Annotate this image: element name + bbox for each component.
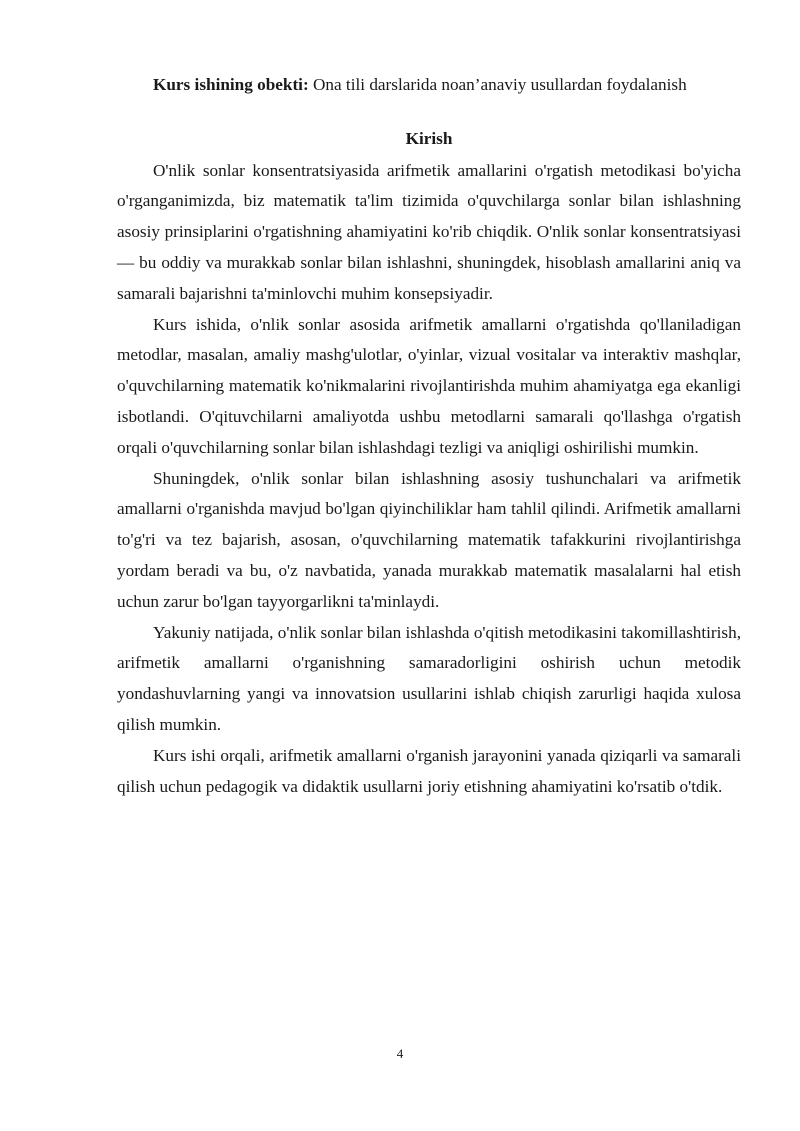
section-heading: Kirish <box>405 128 453 148</box>
course-object-line <box>117 70 741 101</box>
paragraph: O'nlik sonlar konsentratsiyasida arifmetik amallarini o'rgatish metodikasi bo'yicha o'rganganimizda, biz matematik ta'lim tizimida o'quvchilarga sonlar bilan ishlashning asosiy prinsiplarini o'rgatishning ahamiyatini ko'rib chiqdik. O'nlik sonlar konsentratsiyasi — bu oddiy va murakkab sonlar bilan ishlashni, shuningdek, hisoblash amallarini aniq va samarali bajarishni ta'minlovchi muhim konsepsiyadir. <box>117 160 741 303</box>
paragraph: Shuningdek, o'nlik sonlar bilan ishlashning asosiy tushunchalari va arifmetik amallarni o'rganishda mavjud bo'lgan qiyinchiliklar ham tahlil qilindi. Arifmetik amallarni to'g'ri va tez bajarish, asosan, o'quvchilarning matematik tafakkurini rivojlantirishga yordam beradi va bu, o'z navbatida, yanada murakkab matematik masalalarni hal etish uchun zarur bo'lgan tayyorgarlikni ta'minlaydi. <box>117 468 741 611</box>
course-object-label: Kurs ishining obekti: <box>153 75 309 94</box>
paragraph: Kurs ishida, o'nlik sonlar asosida arifmetik amallarni o'rgatishda qo'llaniladigan metodlar, masalan, amaliy mashg'ulotlar, o'yinlar, vizual vositalar va interaktiv mashqlar, o'quvchilarning matematik ko'nikmalarini rivojlantirishda muhim ahamiyatga ega ekanligi isbotlandi. O'qituvchilarni amaliyotda ushbu metodlarni samarali qo'llashga o'rgatish orqali o'quvchilarning sonlar bilan ishlashdagi tezligi va aniqligi oshirilishi mumkin. <box>117 314 741 457</box>
page-number: 4 <box>396 1046 404 1061</box>
paragraph: Yakuniy natijada, o'nlik sonlar bilan ishlashda o'qitish metodikasini takomillashtirish, arifmetik amallarni o'rganishning samaradorligini oshirish uchun metodik yondashuvlarning yangi va innovatsion usullarini ishlab chiqish zarurligi haqida xulosa qilish mumkin. <box>117 622 741 734</box>
paragraph: Kurs ishi orqali, arifmetik amallarni o'rganish jarayonini yanada qiziqarli va samarali qilish uchun pedagogik va didaktik usullarni joriy etishning ahamiyatini ko'rsatib o'tdik. <box>117 745 741 796</box>
course-object-text: Ona tili darslarida noan’anaviy usullardan foydalanish <box>308 75 687 94</box>
page-content <box>117 70 741 802</box>
